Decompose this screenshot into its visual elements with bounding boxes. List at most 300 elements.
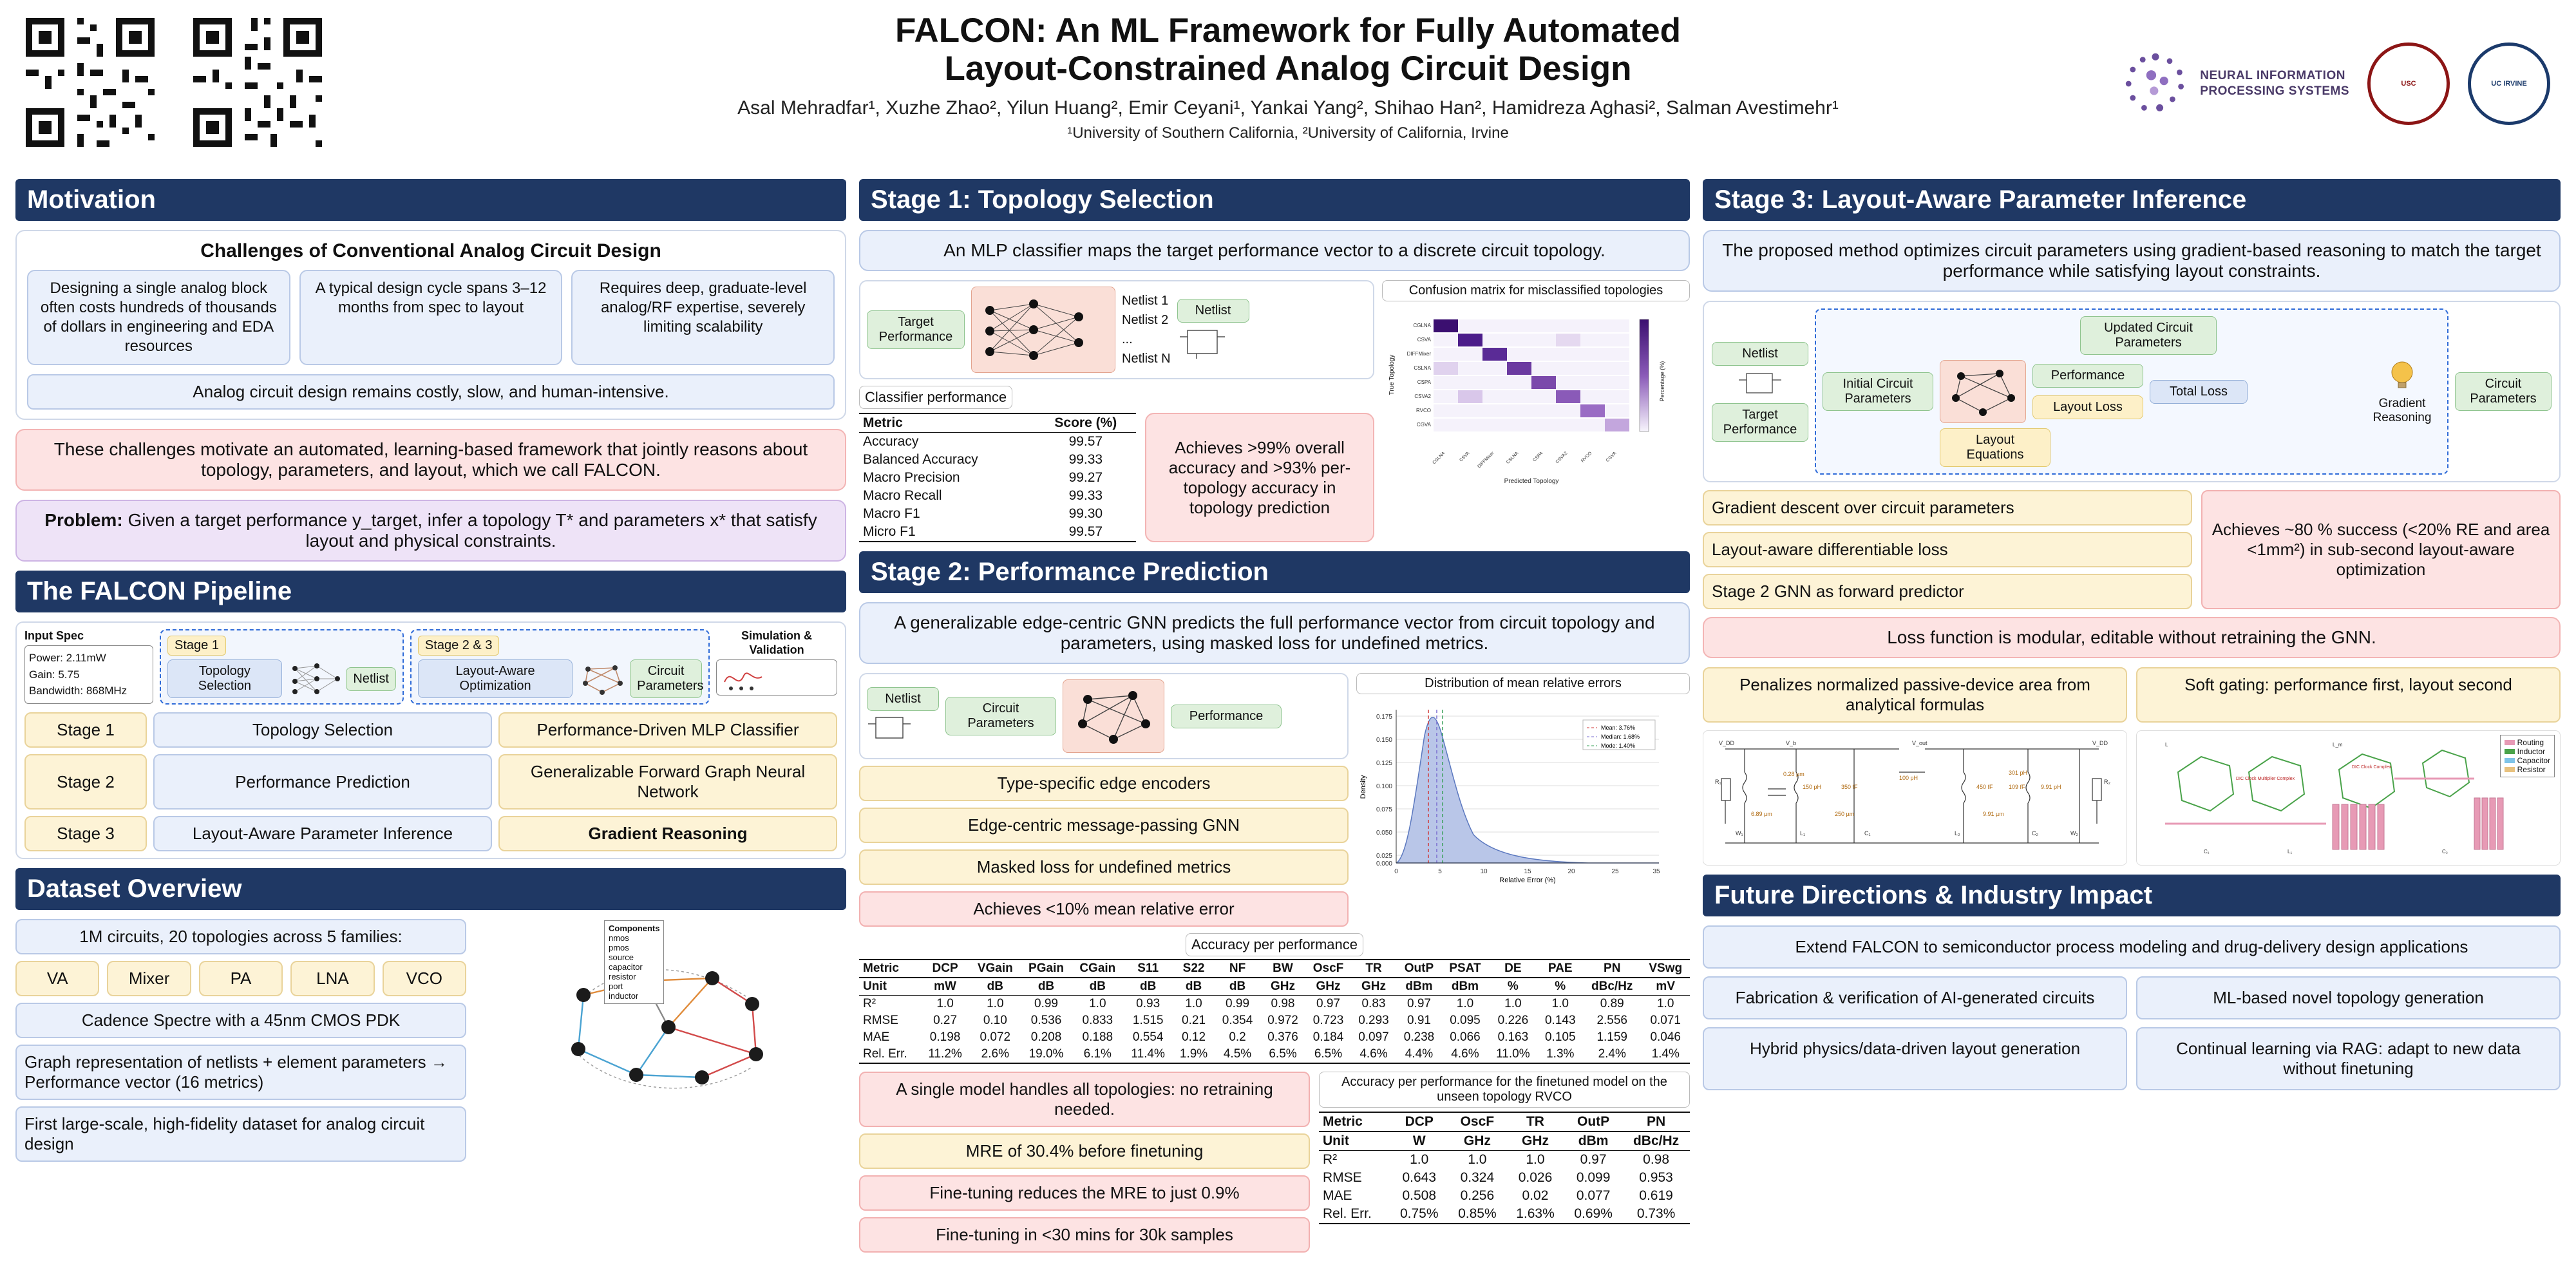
svg-text:CSLNA: CSLNA [1505,451,1520,465]
table-cell: 1.0 [1657,997,1674,1010]
acc-u-15: dBc/Hz [1583,978,1641,996]
legend-mode: Mode: 1.40% [1601,743,1636,749]
stage3-node-output-params: Circuit Parameters [2455,372,2552,411]
table-cell: 0.97 [1406,997,1431,1010]
table-cell: 0.072 [980,1030,1011,1044]
stage2-node-circuit-params: Circuit Parameters [945,697,1056,735]
acc-u-1: mW [920,978,969,996]
stage2-note-mre: MRE of 30.4% before finetuning [859,1133,1310,1169]
svg-text:100 pH: 100 pH [1899,775,1918,781]
stage3-node-layout-equations: Layout Equations [1940,428,2050,467]
distribution-xlabel-text: Relative Error (%) [1499,876,1556,884]
stage-right-3: Gradient Reasoning [498,816,837,851]
score-balanced-accuracy: 99.33 [1068,452,1103,467]
legend-mean: Mean: 3.76% [1601,724,1636,731]
table-cell: 0.02 [1522,1188,1549,1203]
gnn-graph-icon [1068,685,1159,747]
svg-text:0.000: 0.000 [1376,860,1392,867]
pipeline-stage1-tag: Stage 1 [167,636,226,656]
graph-icon [578,660,625,697]
svg-text:250 µm: 250 µm [1835,811,1855,817]
table-cell: 0.833 [1082,1014,1113,1027]
svg-text:10: 10 [1480,868,1488,875]
acc-u-14: % [1538,978,1583,996]
table-row [1319,1169,1690,1187]
table-cell: 0.69% [1564,1205,1622,1224]
components-legend-title: Components [609,923,660,933]
metric-macro-recall: Macro Recall [863,488,942,503]
table-cell: 0.97 [1316,997,1340,1010]
table-cell: 0.238 [1403,1030,1435,1044]
unseen-u-4: dBm [1564,1132,1622,1151]
unseen-h-2: OscF [1448,1112,1506,1132]
qr-code-left[interactable] [19,12,161,153]
svg-text:L_m: L_m [2333,742,2343,748]
stage3-node-initial-params: Initial Circuit Parameters [1823,372,1933,411]
column-left [15,179,846,1162]
stage3-success-highlight: Achieves ~80 % success (<20% RE and area <1mm²) in sub-second layout-aware optimization [2201,490,2561,609]
confusion-matrix-figure [1382,280,1690,491]
stage3-node-updated-params: Updated Circuit Parameters [2080,316,2217,355]
layout-figure [2136,730,2561,866]
table-row [1319,1187,1690,1205]
svg-text:301 pH: 301 pH [2009,770,2028,776]
dataset-line-1: 1M circuits, 20 topologies across 5 families: [15,919,466,954]
input-spec-gain: Gain: 5.75 [29,668,80,681]
table-cell: 1.0 [936,997,954,1010]
svg-text:V_DD: V_DD [2092,740,2108,746]
problem-label: Problem: [44,510,123,530]
section-stage2-title: Stage 2: Performance Prediction [859,551,1690,593]
future-item-2: Fabrication & verification of AI-generated circuits [1703,976,2127,1019]
table-cell: 0.21 [1182,1014,1206,1027]
acc-u-4: dB [1072,978,1123,996]
acc-h-12: PSAT [1442,960,1489,978]
future-item-1: Extend FALCON to semiconductor process modeling and drug-delivery design applications [1703,925,2561,969]
table-cell: 0.554 [1132,1030,1164,1044]
neurips-dots-icon [2120,48,2191,119]
table-cell: 0.324 [1460,1170,1495,1185]
classifier-header-metric: Metric [859,413,1036,433]
svg-text:DIC Clock Complex: DIC Clock Complex [2352,765,2392,770]
stage3-statement [1703,230,2561,292]
svg-text:CSPA: CSPA [1417,379,1431,385]
confusion-matrix-caption: Confusion matrix for misclassified topologies [1382,280,1690,301]
acc-u-11: dBm [1396,978,1441,996]
table-cell: 1.63% [1506,1205,1564,1224]
table-cell: 2.556 [1596,1014,1627,1027]
stage2-statement-text: A generalizable edge-centric GNN predicts the full performance vector from circuit topology and parameters, using masked loss for undefined metrics. [894,612,1655,653]
svg-text:5: 5 [1438,868,1442,875]
stage1-netlist-ellipsis: ... [1122,332,1133,346]
dataset-line-3: Graph representation of netlists + element parameters → Performance vector (16 metrics) [15,1045,466,1100]
unseen-h-3: TR [1506,1112,1564,1132]
svg-text:DIC Clock Multiplier Complex: DIC Clock Multiplier Complex [2236,777,2295,781]
table-row [859,469,1136,487]
oscilloscope-icon [722,663,767,692]
component-inductor: inductor [609,991,639,1001]
svg-text:DIFFMixer: DIFFMixer [1406,351,1431,357]
svg-text:L₁: L₁ [2287,849,2293,855]
challenge-item-2: A typical design cycle spans 3–12 months from spec to layout [299,270,563,365]
table-row [859,1046,1690,1063]
layout-legend-routing: Routing [2517,738,2544,747]
svg-text:CSVA: CSVA [1459,451,1471,463]
accuracy-per-performance-table [859,959,1690,1064]
svg-text:9.91 pH: 9.91 pH [2041,784,2061,790]
acc-h-7: NF [1215,960,1260,978]
score-accuracy: 99.57 [1068,434,1103,449]
stage1-netlist-n: Netlist N [1122,352,1171,366]
stage3-node-layout-loss: Layout Loss [2032,395,2143,419]
challenges-list [27,270,835,365]
table-cell: 0.099 [1576,1170,1611,1185]
svg-text:20: 20 [1567,868,1575,875]
svg-text:450 fF: 450 fF [1976,784,1993,790]
svg-text:6.89 µm: 6.89 µm [1751,811,1772,817]
classifier-performance-table [859,413,1136,542]
table-cell: 2.6% [970,1046,1021,1063]
input-spec-bandwidth: Bandwidth: 868MHz [29,685,128,697]
table-cell: 0.98 [1271,997,1295,1010]
svg-text:15: 15 [1524,868,1531,875]
stage3-statement-text: The proposed method optimizes circuit parameters using gradient-based reasoning to match the target performance while satisfying layout constraints. [1722,240,2541,281]
table-cell: 1.0 [1468,1152,1487,1167]
acc-u-16: mV [1641,978,1690,996]
table-cell: 0.208 [1030,1030,1062,1044]
challenge-item-1: Designing a single analog block often costs hundreds of thousands of dollars in engineering and EDA resources [27,270,290,365]
acc-header-row [859,960,1690,978]
table-cell: 0.97 [1580,1152,1607,1167]
mlp-network-icon [976,291,1111,368]
table-cell: 1.4% [1641,1046,1690,1063]
table-cell: 0.99 [1034,997,1058,1010]
unseen-u-0: Unit [1319,1132,1390,1151]
table-cell: 0.2 [1229,1030,1246,1044]
table-cell: 0.508 [1402,1188,1437,1203]
dataset-family-va: VA [15,961,99,996]
stage1-netlist-2: Netlist 2 [1122,313,1169,327]
uci-seal-label: UC IRVINE [2491,79,2527,88]
stage-right-1: Performance-Driven MLP Classifier [498,712,837,748]
netlist-circuit-icon [1177,323,1229,361]
table-cell: 0.98 [1643,1152,1670,1167]
pipeline-node-topology: Topology Selection [167,659,282,698]
stage-middle-3: Layout-Aware Parameter Inference [153,816,492,851]
dataset-family-lna: LNA [290,961,374,996]
distribution-caption: Distribution of mean relative errors [1356,673,1690,694]
svg-text:350 fF: 350 fF [1841,784,1858,790]
table-cell: 0.071 [1650,1014,1681,1027]
metric-accuracy: Accuracy [863,434,919,449]
qr-code-right[interactable] [187,12,328,153]
svg-text:CGVA: CGVA [1605,451,1618,464]
table-cell: 11.2% [920,1046,969,1063]
section-future-title: Future Directions & Industry Impact [1703,875,2561,916]
table-cell: 4.4% [1396,1046,1441,1063]
table-cell: 0.89 [1600,997,1624,1010]
table-cell: 0.85% [1448,1205,1506,1224]
acc-u-6: dB [1173,978,1215,996]
table-cell: 0.723 [1312,1014,1344,1027]
stage1-highlight-text: Achieves >99% overall accuracy and >93% per-topology accuracy in topology prediction [1168,437,1351,517]
table-cell: 0.12 [1182,1030,1206,1044]
layout-figures [1703,730,2561,866]
error-distribution-figure [1356,673,1690,884]
stage-right-2: Generalizable Forward Graph Neural Network [498,754,837,810]
neurips-label-line-2: PROCESSING SYSTEMS [2200,84,2349,98]
svg-text:W₁: W₁ [1736,830,1743,837]
author-list: Asal Mehradfar¹, Xuzhe Zhao², Yilun Huang², Emir Ceyani¹, Yankai Yang², Shihao Han², Hamidreza Aghasi², Salman Avestimehr¹ [737,97,1839,118]
table-row [859,505,1136,523]
stage-tag-3: Stage 3 [24,816,147,851]
svg-text:0.125: 0.125 [1376,760,1392,767]
svg-text:CGLNA: CGLNA [1432,451,1446,466]
stage3-node-netlist: Netlist [1712,342,1808,366]
stage-middle-2: Performance Prediction [153,754,492,810]
stage2-bullet-1: Type-specific edge encoders [859,766,1349,801]
challenges-summary: Analog circuit design remains costly, slow, and human-intensive. [27,374,835,410]
acc-u-10: GHz [1351,978,1396,996]
table-cell: 1.0 [1089,997,1106,1010]
acc-u-9: GHz [1305,978,1350,996]
table-row [859,1012,1690,1029]
stage3-penalize-note: Penalizes normalized passive-device area from analytical formulas [1703,667,2127,723]
table-cell: 0.27 [933,1014,958,1027]
svg-text:L₂: L₂ [1955,830,1960,837]
svg-text:C₂: C₂ [2032,830,2038,837]
component-port: port [609,981,623,991]
problem-statement [15,500,846,562]
stage3-diagram [1703,301,2561,482]
table-cell: 0.256 [1460,1188,1495,1203]
svg-text:C₁: C₁ [2204,849,2210,855]
acc-h-15: PN [1583,960,1641,978]
column-middle [859,179,1690,1253]
usc-seal-label: USC [2401,79,2416,88]
table-cell: 0.097 [1358,1030,1389,1044]
table-row [859,996,1690,1013]
table-cell: 1.3% [1538,1046,1583,1063]
section-pipeline-title: The FALCON Pipeline [15,571,846,612]
unseen-u-5: dBc/Hz [1622,1132,1690,1151]
layout-legend [2500,735,2555,777]
distribution-ylabel-text: Density [1359,775,1367,799]
dataset-family-mixer: Mixer [107,961,191,996]
unseen-topology-table [1319,1112,1690,1224]
svg-text:CSVA2: CSVA2 [1414,393,1431,399]
section-dataset-title: Dataset Overview [15,868,846,910]
layout-legend-inductor: Inductor [2517,747,2545,756]
stage2-bullet-3: Masked loss for undefined metrics [859,849,1349,885]
table-cell: 6.5% [1260,1046,1305,1063]
logo-group [2120,13,2550,155]
gnn-graph-icon-2 [1944,365,2022,419]
challenges-card [15,230,846,420]
metric-micro-f1: Micro F1 [859,523,1036,542]
metric-macro-f1: Macro F1 [863,506,920,521]
dataset-graph-figure [475,919,846,1162]
svg-text:35: 35 [1653,868,1660,875]
mlp-icon [287,659,341,698]
table-cell: 0.10 [983,1014,1007,1027]
component-resistor: resistor [609,972,636,981]
unseen-h-5: PN [1622,1112,1690,1132]
column-right [1703,179,2561,1090]
stage2-bullet-2: Edge-centric message-passing GNN [859,808,1349,843]
input-spec-power: Power: 2.11mW [29,652,106,664]
table-cell: Rel. Err. [859,1046,920,1063]
table-cell: 2.4% [1583,1046,1641,1063]
table-cell: 0.73% [1622,1205,1690,1224]
table-cell: 1.9% [1173,1046,1215,1063]
stage1-node-target: Target Performance [867,310,965,349]
legend-median: Median: 1.68% [1601,734,1640,740]
svg-text:CSVA: CSVA [1417,337,1431,343]
confusion-ylabel-text: True Topology [1388,354,1396,395]
table-cell: MAE [863,1030,890,1044]
table-cell: 11.4% [1124,1046,1173,1063]
acc-h-11: OutP [1396,960,1441,978]
acc-u-12: dBm [1442,978,1489,996]
table-cell: 1.515 [1132,1014,1164,1027]
table-cell: 0.105 [1544,1030,1576,1044]
pipeline-node-netlist: Netlist [346,667,396,691]
table-cell: 0.293 [1358,1014,1389,1027]
acc-u-5: dB [1124,978,1173,996]
table-cell: 1.0 [987,997,1004,1010]
table-cell: 0.619 [1639,1188,1673,1203]
stage2-figure [859,673,1349,759]
acc-h-10: TR [1351,960,1396,978]
problem-text: Given a target performance y_target, infer a topology T* and parameters x* that satisfy layout and physical constraints. [128,510,817,551]
acc-h-3: PGain [1021,960,1072,978]
table-cell: 4.6% [1442,1046,1489,1063]
acc-h-13: DE [1488,960,1537,978]
svg-text:0: 0 [1394,868,1398,875]
svg-text:RVCO: RVCO [1416,408,1431,413]
score-macro-f1: 99.30 [1068,506,1103,521]
stage-tag-1: Stage 1 [24,712,147,748]
unseen-h-1: DCP [1390,1112,1448,1132]
svg-text:R₁: R₁ [1715,779,1721,785]
acc-h-6: S22 [1173,960,1215,978]
uci-seal-logo [2468,43,2550,125]
stage3-bullet-3: Stage 2 GNN as forward predictor [1703,574,2192,609]
stage3-bullet-2: Layout-aware differentiable loss [1703,532,2192,567]
score-macro-recall: 99.33 [1068,488,1103,503]
acc-h-2: VGain [970,960,1021,978]
pipeline-stage-table [24,712,837,851]
table-cell: 4.6% [1351,1046,1396,1063]
svg-text:109 fF: 109 fF [2009,784,2025,790]
svg-text:0.075: 0.075 [1376,806,1392,813]
stage1-statement [859,230,1690,271]
motivation-statement [15,429,846,491]
table-cell: 0.376 [1267,1030,1298,1044]
section-motivation-title: Motivation [15,179,846,221]
acc-u-8: GHz [1260,978,1305,996]
section-stage1-title: Stage 1: Topology Selection [859,179,1690,221]
table-cell: 1.0 [1185,997,1202,1010]
acc-h-4: CGain [1072,960,1123,978]
score-micro-f1: 99.57 [1036,523,1136,542]
table-cell: 0.83 [1361,997,1386,1010]
neurips-logo [2120,48,2349,119]
table-row [859,487,1136,505]
svg-text:W₂: W₂ [2070,830,2078,837]
svg-text:0.150: 0.150 [1376,737,1392,744]
acc-u-3: dB [1021,978,1072,996]
table-cell: 0.188 [1082,1030,1113,1044]
table-cell: 1.0 [1410,1152,1429,1167]
acc-h-5: S11 [1124,960,1173,978]
stage1-figure [859,280,1374,379]
svg-text:Percentage (%): Percentage (%) [1659,361,1665,402]
stage2-note-finetune: Fine-tuning reduces the MRE to just 0.9% [859,1175,1310,1211]
acc-h-8: BW [1260,960,1305,978]
svg-text:DIFFMixer: DIFFMixer [1477,451,1495,469]
svg-text:C₂: C₂ [2442,849,2448,855]
unseen-h-0: Metric [1319,1112,1390,1132]
pipeline-node-simulation: Simulation & Validation [741,629,813,656]
components-legend [604,920,664,1004]
svg-text:9.91 µm: 9.91 µm [1983,811,2004,817]
acc-h-16: VSwg [1641,960,1690,978]
unseen-u-3: GHz [1506,1132,1564,1151]
table-row [1319,1151,1690,1170]
future-item-3: ML-based novel topology generation [2136,976,2561,1019]
table-cell: 19.0% [1021,1046,1072,1063]
dataset-line-2: Cadence Spectre with a 45nm CMOS PDK [15,1003,466,1038]
table-cell: 0.91 [1406,1014,1431,1027]
table-row [1319,1205,1690,1224]
acc-u-7: dB [1215,978,1260,996]
table-cell: 1.159 [1596,1030,1627,1044]
table-cell: 0.077 [1576,1188,1611,1203]
table-cell: 0.643 [1402,1170,1437,1185]
stage3-loss-note [1703,617,2561,658]
table-row [859,523,1136,542]
svg-text:RVCO: RVCO [1580,451,1593,464]
unseen-u-1: W [1390,1132,1448,1151]
unseen-h-4: OutP [1564,1112,1622,1132]
stage3-bullet-1: Gradient descent over circuit parameters [1703,490,2192,526]
svg-text:CSVA2: CSVA2 [1555,451,1569,465]
svg-text:V_b: V_b [1786,740,1797,746]
svg-text:0.025: 0.025 [1376,853,1392,860]
poster-header [0,0,2576,174]
svg-text:CSPA: CSPA [1532,451,1544,463]
acc-h-1: DCP [920,960,969,978]
table-cell: 0.972 [1267,1014,1298,1027]
table-cell: 1.0 [1526,1152,1545,1167]
table-cell: 0.75% [1390,1205,1448,1224]
svg-text:0.28 µm: 0.28 µm [1783,771,1804,777]
svg-text:CGLNA: CGLNA [1413,323,1431,328]
table-cell: MAE [1323,1188,1352,1203]
netlist-circuit-icon-2 [867,711,912,746]
table-row [859,451,1136,469]
challenge-item-3: Requires deep, graduate-level analog/RF expertise, severely limiting scalability [571,270,835,365]
table-cell: 6.5% [1305,1046,1350,1063]
stage2-note-time: Fine-tuning in <30 mins for 30k samples [859,1217,1310,1253]
motivation-statement-text: These challenges motivate an automated, learning-based framework that jointly reasons about topology, parameters, and layout, which we call FALCON. [53,439,808,480]
svg-text:CSLNA: CSLNA [1414,365,1431,371]
acc-u-0: Unit [859,978,920,996]
svg-text:V_DD: V_DD [1719,740,1735,746]
acc-unit-row [859,978,1690,996]
